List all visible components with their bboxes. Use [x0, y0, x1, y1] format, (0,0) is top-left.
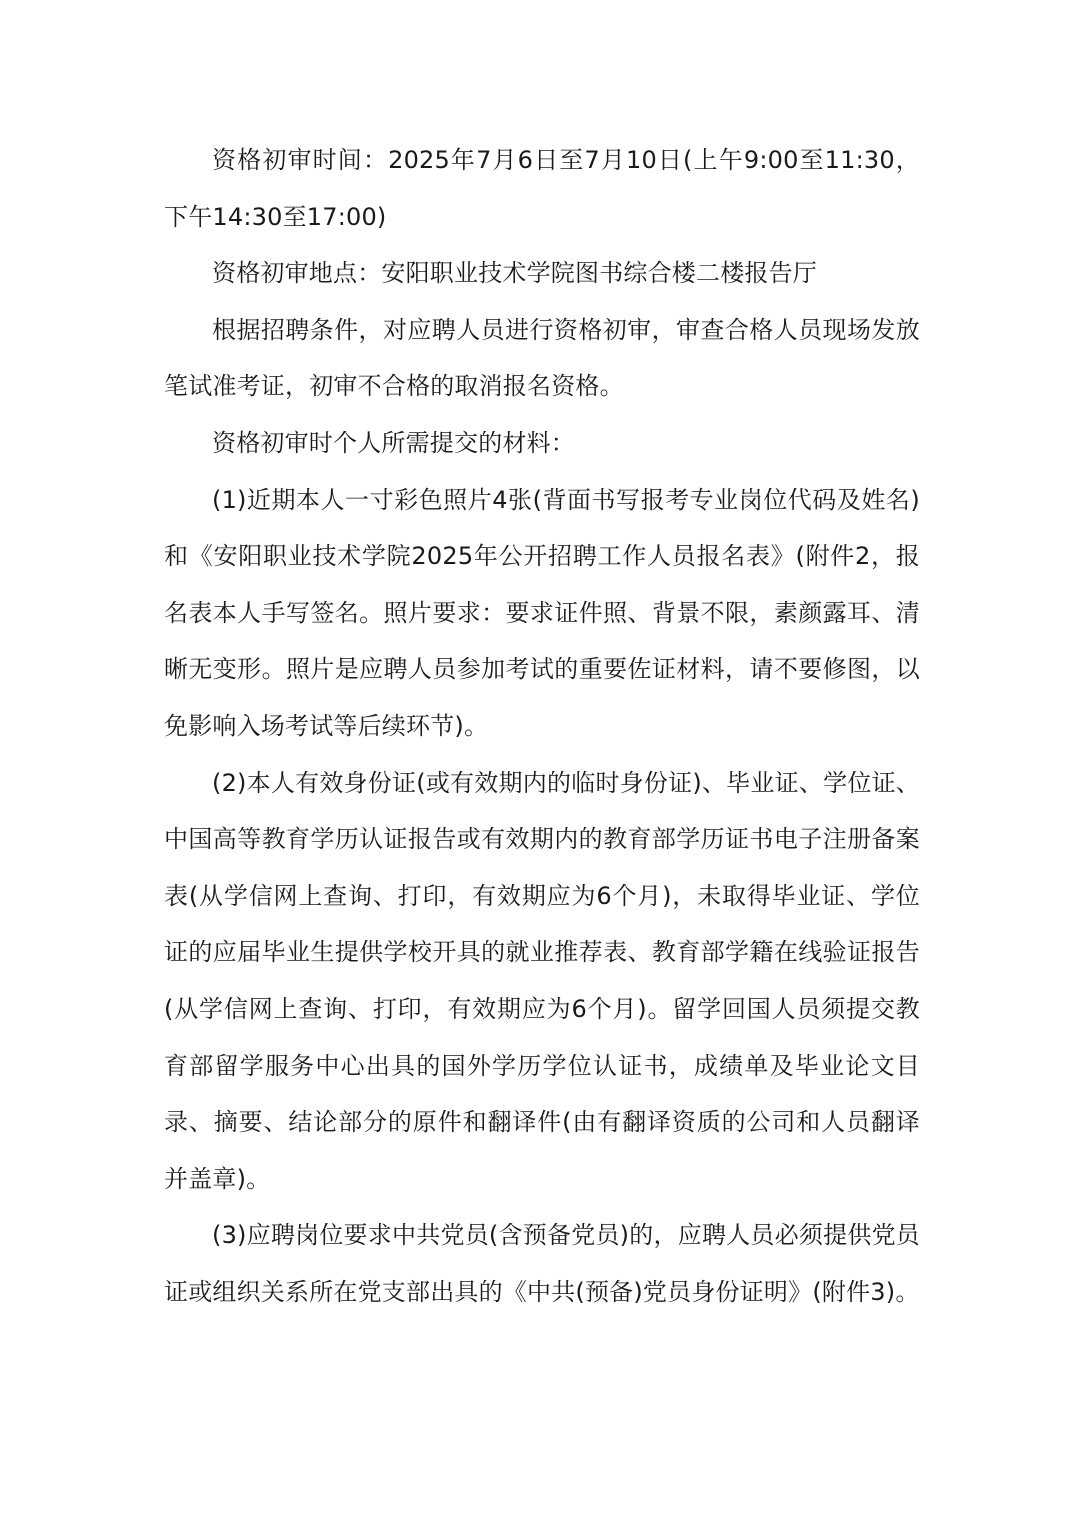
review-location-paragraph: 资格初审地点：安阳职业技术学院图书综合楼二楼报告厅	[212, 259, 817, 288]
review-conditions-paragraph: 根据招聘条件，对应聘人员进行资格初审，审查合格人员现场发放笔试准考证，初审不合格的取消报名资格。	[164, 315, 920, 401]
materials-item-3: (3)应聘岗位要求中共党员(含预备党员)的，应聘人员必须提供党员证或组织关系所在党支部出具的《中共(预备)党员身份证明》(附件3)。	[164, 1221, 920, 1306]
materials-heading-paragraph: 资格初审时个人所需提交的材料：	[212, 428, 575, 457]
materials-item-2: (2)本人有效身份证(或有效期内的临时身份证)、毕业证、学位证、中国高等教育学历认证报告或有效期内的教育部学历证书电子注册备案表(从学信网上查询、打印，有效期应为6个月)，未取得毕业证、学位证的应届毕业生提供学校开具的就业推荐表、教育部学籍在线验证报告(从学信网上查询、打印，有效期应为6个月)。留学回国人员须提交教育部留学服务中心出具的国外学历学位认证书，成绩单及毕业论文目录、摘要、结论部分的原件和翻译件(由有翻译资质的公司和人员翻译并盖章)。	[164, 768, 920, 1193]
review-time-paragraph: 资格初审时间：2025年7月6日至7月10日(上午9:00至11:30，下午14:30至17:00)	[164, 146, 920, 231]
materials-item-1: (1)近期本人一寸彩色照片4张(背面书写报考专业岗位代码及姓名)和《安阳职业技术学院2025年公开招聘工作人员报名表》(附件2，报名表本人手写签名。照片要求：要求证件照、背景不限，素颜露耳、清晰无变形。照片是应聘人员参加考试的重要佐证材料，请不要修图，以免影响入场考试等后续环节)。	[164, 485, 920, 740]
document-body	[164, 132, 920, 1320]
